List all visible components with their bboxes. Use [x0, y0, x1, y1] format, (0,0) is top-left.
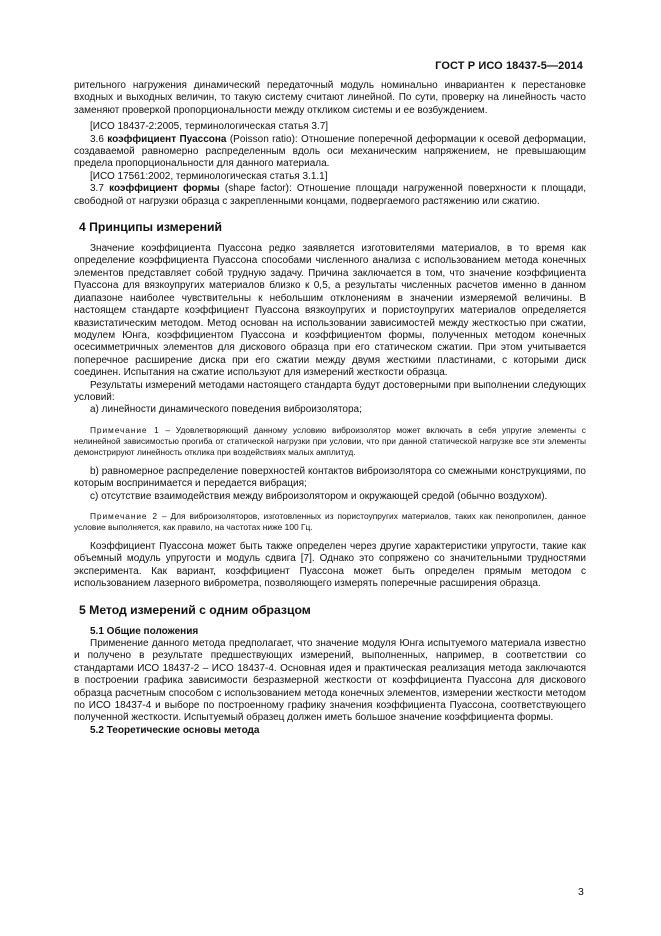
- section-4-paragraph-2: Результаты измерений методами настоящего стандарта будут достоверными при выполнении следующих условий:: [74, 379, 586, 403]
- reference-iso-17561: [ИСО 17561:2002, терминологическая статья 3.1.1]: [90, 170, 328, 182]
- note-1: [74, 425, 586, 458]
- definition-3-7: [74, 183, 586, 208]
- definition-text: (shape factor): Отношение площади нагруженной поверхности к площади, свободной от нагрузки образца с закрепленными концами, подвергаемого растяжению или сжатию.: [74, 183, 587, 207]
- condition-c: c) отсутствие взаимодействия между виброизолятором и окружающей средой (обычно воздухом).: [90, 490, 548, 502]
- section-4-heading: 4 Принципы измерений: [79, 220, 222, 235]
- definition-number: 3.6: [90, 133, 108, 145]
- section-4-paragraph-3: Коэффициент Пуассона может быть также определен через другие характеристики упругости, такие как объемный модуль упругости и модуль сдвига [7]. Однако это сопряжено со значительными трудностями эксперимента. Как вариант, коэффициент Пуассона может быть определен прямым методом с использованием лазерного виброметра, позволяющего измерять поперечные расширения образца.: [74, 540, 586, 590]
- page-content: [74, 80, 586, 737]
- note-text: – Для виброизоляторов, изготовленных из пористоупругих материалов, таких как пенопропилен, данное условие выполняется, как правило, на частотах ниже 100 Гц.: [74, 510, 587, 532]
- condition-a: a) линейности динамического поведения виброизолятора;: [90, 404, 362, 416]
- term-poisson-ratio: коэффициент Пуассона: [107, 133, 227, 145]
- note-label: Примечание 2: [90, 510, 158, 521]
- section-5-1-paragraph: Применение данного метода предполагает, что значение модуля Юнга испытуемого материала известно и получено в результате предшествующих измерений, выполненных, например, в соответствии со стандартами ИСО 18437-2 – ИСО 18437-4. Основная идея и практическая реализация метода заключаются в построении графика зависимости безразмерной жесткости от коэффициента Пуассона для дискового образца расчетным способом с использованием метода конечных элементов, измерении жесткости методом по ИСО 18437-4 и выборе по построенному графику значения коэффициента Пуассона, соответствующего полученной жесткости. Испытуемый образец должен иметь большое значение коэффициента формы.: [74, 638, 586, 724]
- note-label: Примечание 1: [90, 424, 160, 435]
- reference-iso-18437-2: [ИСО 18437-2:2005, терминологическая статья 3.7]: [90, 121, 329, 133]
- definition-3-6: [74, 134, 586, 171]
- section-5-heading: 5 Метод измерений с одним образцом: [79, 602, 311, 617]
- subsection-5-1-heading: 5.1 Общие положения: [90, 625, 199, 637]
- section-4-paragraph-1: Значение коэффициента Пуассона редко заявляется изготовителями материалов, в то время как определение коэффициента Пуассона способами численного анализа с использованием метода конечных элементов представляет собой трудную задачу. Причина заключается в том, что значение коэффициента Пуассона для вязкоупругих материалов близко к 0,5, а результаты численных расчетов именно в данном диапазоне наиболее чувствительны к небольшим отклонениям в значении измеряемой величины. В настоящем стандарте коэффициент Пуассона вязкоупругих и пористоупругих материалов определяется квазистатическим методом. Метод основан на использовании зависимостей между жесткостью при сжатии, модулем Юнга, коэффициентом Пуассона и коэффициентом формы, полученных методом конечных осесимметричных элементов для дискового образца при его статическом сжатии. При этом учитывается поперечное расширение диска при его сжатии между двумя жесткими пластинами, с которыми диск соединен. Испытания на сжатие используют для измерений жесткости образца.: [74, 243, 586, 379]
- definition-text: (Poisson ratio): Отношение поперечной деформации к осевой деформации, создаваемой равномерно распределенным вдоль оси механическим напряжением, не превышающим предела пропорциональности для данного материала.: [74, 133, 587, 170]
- note-2: [74, 511, 586, 533]
- subsection-5-2-heading: 5.2 Теоретические основы метода: [90, 724, 260, 736]
- page-number: 3: [578, 886, 584, 898]
- note-text: – Удовлетворяющий данному условию виброизолятор может включать в себя упругие элементы с нелинейной зависимостью прогиба от статической нагрузки при условии, что при данной статической нагрузке все эти элементы демонстрируют линейность отклика при воздействиях малых амплитуд.: [74, 424, 586, 457]
- condition-b: b) равномерное распределение поверхностей контактов виброизолятора со смежными конструкциями, по которым воспринимается и передается вибрация;: [74, 465, 586, 490]
- term-shape-factor: коэффициент формы: [109, 183, 220, 195]
- definition-number: 3.7: [90, 183, 110, 195]
- paragraph-intro: рительного нагружения динамический передаточный модуль номинально инвариантен к перестановке входных и выходных величин, то такую систему считают линейной. По сути, проверку на линейность часто заменяют проверкой пропорциональности между откликом системы и ее возбуждением.: [74, 80, 586, 116]
- document-header: ГОСТ Р ИСО 18437-5—2014: [435, 60, 583, 72]
